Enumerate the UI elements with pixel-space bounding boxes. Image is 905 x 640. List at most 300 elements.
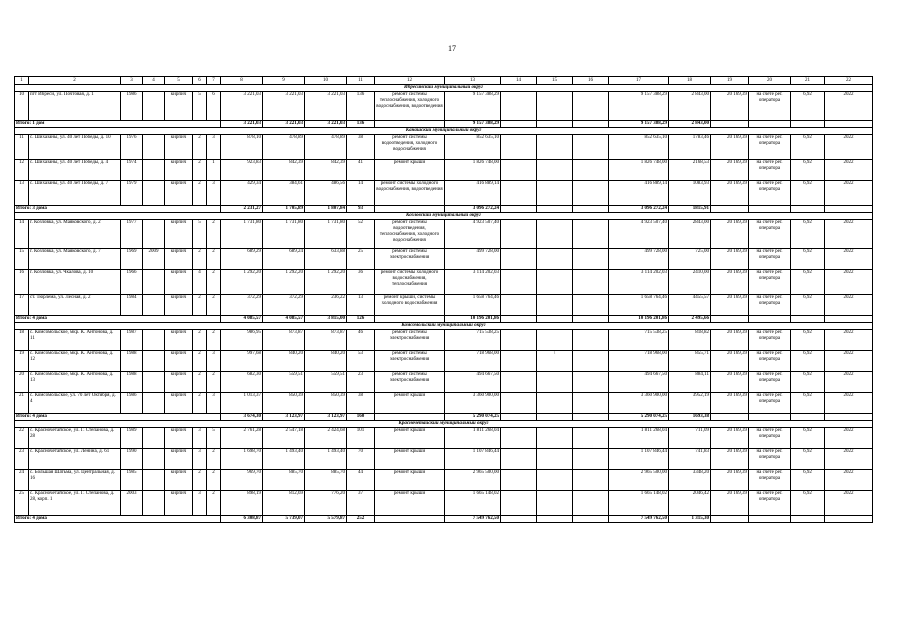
cell-s16 <box>573 92 609 121</box>
cell-fl: 2 <box>193 135 207 160</box>
cell-s17: 499 728,00 <box>609 249 669 270</box>
section-header-row <box>15 323 873 330</box>
cell-mat: кирпич <box>165 270 193 295</box>
cell-u19: 20 169,39 <box>711 351 749 372</box>
cell-r21: 6,92 <box>791 393 825 414</box>
cell-n: 25 <box>15 491 29 516</box>
total-empty-cell <box>791 121 825 128</box>
cell-y1: 1969 <box>121 249 143 270</box>
total-empty-cell <box>711 516 749 523</box>
cell-m20: на счете рег. оператора <box>749 92 791 121</box>
cell-s16 <box>573 181 609 206</box>
cell-u18: 1083,93 <box>669 181 711 206</box>
column-number-header: 11 <box>347 77 375 85</box>
total-label: Итого: 4 дома <box>15 516 221 523</box>
total-a10: 3 815,00 <box>305 316 347 323</box>
cell-u18: 818,82 <box>669 330 711 351</box>
total-empty-cell <box>711 206 749 213</box>
cell-mat: кирпич <box>165 330 193 351</box>
cell-u19: 20 169,39 <box>711 295 749 316</box>
cell-m20: на счете рег. оператора <box>749 449 791 470</box>
cell-y1: 1966 <box>121 270 143 295</box>
cell-mat: кирпич <box>165 470 193 491</box>
section-title: Красночетайский муниципальный округ <box>15 421 873 428</box>
cell-y2 <box>143 393 165 414</box>
cell-u18: 2410,00 <box>669 270 711 295</box>
cell-u18: 884,11 <box>669 372 711 393</box>
cell-p11: 136 <box>347 92 375 121</box>
cell-a9: 850,39 <box>263 393 305 414</box>
cell-n: 21 <box>15 393 29 414</box>
total-empty-cell <box>825 206 873 213</box>
cell-a9: 1 292,20 <box>263 270 305 295</box>
cell-mat: кирпич <box>165 92 193 121</box>
cell-s16 <box>573 470 609 491</box>
cell-addr: с. Шихазаны, ул. 40 лет Победы, д. 7 <box>29 181 121 206</box>
total-s13: 9 157 388,29 <box>445 121 501 128</box>
cell-u19: 20 169,39 <box>711 491 749 516</box>
cell-p11: 101 <box>347 428 375 449</box>
cell-s15: \ <box>537 351 573 372</box>
cell-y1: 1988 <box>121 351 143 372</box>
cell-works: ремонт системы электроснабжения <box>375 372 445 393</box>
column-number-header: 9 <box>263 77 305 85</box>
column-number-header: 21 <box>791 77 825 85</box>
cell-a10: 478,89 <box>305 135 347 160</box>
total-row <box>15 414 873 421</box>
cell-s14 <box>501 181 537 206</box>
total-empty-cell <box>501 414 537 421</box>
cell-s13: 715 538,25 <box>445 330 501 351</box>
cell-fl: 2 <box>193 181 207 206</box>
column-number-header: 13 <box>445 77 501 85</box>
cell-addr: с. Шихазаны, ул. 40 лет Победы, д. 4 <box>29 160 121 181</box>
cell-yr22: 2022 <box>825 372 873 393</box>
total-a10: 1 807,84 <box>305 206 347 213</box>
cell-a9: 372,29 <box>263 295 305 316</box>
cell-n: 12 <box>15 160 29 181</box>
cell-r21: 6,92 <box>791 330 825 351</box>
cell-u18: 2843,00 <box>669 220 711 249</box>
column-number-header: 18 <box>669 77 711 85</box>
cell-u19: 20 169,39 <box>711 470 749 491</box>
cell-s14 <box>501 220 537 249</box>
cell-n: 22 <box>15 428 29 449</box>
cell-s17: 715 538,25 <box>609 330 669 351</box>
cell-a9: 812,69 <box>263 491 305 516</box>
column-number-header: 7 <box>207 77 221 85</box>
cell-u19: 20 169,39 <box>711 449 749 470</box>
cell-addr: пгт Ибреси, ул. Почтовая, д. 1 <box>29 92 121 121</box>
cell-s13: 494 667,50 <box>445 372 501 393</box>
cell-u18: 725,00 <box>669 249 711 270</box>
cell-mat: кирпич <box>165 428 193 449</box>
total-a9: 3 221,03 <box>263 121 305 128</box>
cell-u19: 20 169,39 <box>711 181 749 206</box>
cell-s17: 1 811 268,04 <box>609 428 669 449</box>
cell-yr22: 2022 <box>825 393 873 414</box>
cell-a9: 1 731,80 <box>263 220 305 249</box>
cell-s17: 3 114 202,03 <box>609 270 669 295</box>
cell-s15 <box>537 270 573 295</box>
cell-m20: на счете рег. оператора <box>749 351 791 372</box>
total-empty-cell <box>537 316 573 323</box>
section-header-row <box>15 128 873 135</box>
cell-r21: 6,92 <box>791 470 825 491</box>
cell-m20: на счете рег. оператора <box>749 135 791 160</box>
cell-u19: 20 169,39 <box>711 270 749 295</box>
column-number-header: 4 <box>143 77 165 85</box>
cell-yr22: 2022 <box>825 428 873 449</box>
total-a10: 3 221,03 <box>305 121 347 128</box>
cell-en: 2 <box>207 270 221 295</box>
table-row <box>15 393 873 414</box>
cell-s15 <box>537 220 573 249</box>
cell-addr: г. Козловка, ул. Маяковского, д. 7 <box>29 249 121 270</box>
total-empty-cell <box>573 206 609 213</box>
cell-y2 <box>143 135 165 160</box>
cell-fl: 2 <box>193 393 207 414</box>
cell-u19: 20 169,39 <box>711 135 749 160</box>
cell-yr22: 2022 <box>825 92 873 121</box>
cell-s15 <box>537 295 573 316</box>
cell-s16 <box>573 330 609 351</box>
cell-y1: 1990 <box>121 449 143 470</box>
cell-r21: 6,92 <box>791 135 825 160</box>
cell-yr22: 2022 <box>825 351 873 372</box>
total-a9: 1 705,89 <box>263 206 305 213</box>
cell-a8: 986,95 <box>221 330 263 351</box>
cell-s15 <box>537 330 573 351</box>
cell-s13: 1 826 748,00 <box>445 160 501 181</box>
cell-m20: на счете рег. оператора <box>749 470 791 491</box>
cell-s15 <box>537 372 573 393</box>
total-a10: 5 579,87 <box>305 516 347 523</box>
cell-yr22: 2022 <box>825 470 873 491</box>
cell-p11: 44 <box>347 470 375 491</box>
cell-u19: 20 169,39 <box>711 372 749 393</box>
cell-r21: 6,92 <box>791 270 825 295</box>
cell-a10: 776,20 <box>305 491 347 516</box>
column-number-row <box>15 77 873 85</box>
cell-a8: 3 221,03 <box>221 92 263 121</box>
cell-r21: 6,92 <box>791 295 825 316</box>
cell-fl: 2 <box>193 295 207 316</box>
total-a8: 3 221,03 <box>221 121 263 128</box>
total-empty-cell <box>537 414 573 421</box>
cell-n: 10 <box>15 92 29 121</box>
total-empty-cell <box>749 121 791 128</box>
total-row <box>15 516 873 523</box>
cell-works: ремонт крыши, системы холодного водоснабжения <box>375 295 445 316</box>
total-a8: 3 674,30 <box>221 414 263 421</box>
total-s17: 10 196 201,86 <box>609 316 669 323</box>
cell-a9: 885,70 <box>263 470 305 491</box>
cell-a9: 559,51 <box>263 372 305 393</box>
total-label: Итого: 4 дома <box>15 414 221 421</box>
total-empty-cell <box>375 121 445 128</box>
total-empty-cell <box>791 206 825 213</box>
total-empty-cell <box>573 414 609 421</box>
cell-s16 <box>573 351 609 372</box>
cell-y1: 1986 <box>121 92 143 121</box>
cell-a8: 1 731,80 <box>221 220 263 249</box>
column-number-header: 16 <box>573 77 609 85</box>
cell-p11: 36 <box>347 270 375 295</box>
cell-n: 13 <box>15 181 29 206</box>
column-number-header: 1 <box>15 77 29 85</box>
cell-y1: 1974 <box>121 160 143 181</box>
cell-y1: 1989 <box>121 428 143 449</box>
total-empty-cell <box>375 516 445 523</box>
total-row <box>15 121 873 128</box>
cell-y2 <box>143 181 165 206</box>
cell-m20: на счете рег. оператора <box>749 270 791 295</box>
column-number-header: 12 <box>375 77 445 85</box>
cell-s17: 852 635,10 <box>609 135 669 160</box>
cell-y2 <box>143 428 165 449</box>
table-row <box>15 181 873 206</box>
cell-s15 <box>537 249 573 270</box>
cell-u18: 855,71 <box>669 351 711 372</box>
cell-fl: 3 <box>193 428 207 449</box>
cell-s13: 3 114 202,03 <box>445 270 501 295</box>
cell-a10: 842,39 <box>305 160 347 181</box>
cell-s13: 1 658 764,46 <box>445 295 501 316</box>
cell-n: 18 <box>15 330 29 351</box>
section-header-row <box>15 85 873 92</box>
section-title: Комсомольский муниципальный округ <box>15 323 873 330</box>
cell-yr22: 2022 <box>825 160 873 181</box>
cell-mat: кирпич <box>165 181 193 206</box>
column-number-header: 15 <box>537 77 573 85</box>
cell-u19: 20 169,39 <box>711 393 749 414</box>
table-row <box>15 160 873 181</box>
cell-mat: кирпич <box>165 449 193 470</box>
cell-en: 2 <box>207 470 221 491</box>
cell-r21: 6,92 <box>791 181 825 206</box>
total-empty-cell <box>791 414 825 421</box>
total-empty-cell <box>573 516 609 523</box>
cell-s13: 4 923 507,40 <box>445 220 501 249</box>
cell-u18: 1783,46 <box>669 135 711 160</box>
total-s13: 7 549 762,50 <box>445 516 501 523</box>
cell-s16 <box>573 372 609 393</box>
cell-y2 <box>143 470 165 491</box>
total-empty-cell <box>573 316 609 323</box>
cell-s14 <box>501 160 537 181</box>
cell-a10: 2 424,68 <box>305 428 347 449</box>
cell-u19: 20 169,39 <box>711 160 749 181</box>
cell-works: ремонт крыши <box>375 449 445 470</box>
cell-works: ремонт крыши <box>375 160 445 181</box>
total-empty-cell <box>375 316 445 323</box>
cell-fl: 2 <box>193 330 207 351</box>
cell-s17: 1 665 148,02 <box>609 491 669 516</box>
cell-a10: 850,39 <box>305 393 347 414</box>
cell-a10: 1 731,80 <box>305 220 347 249</box>
cell-addr: с. Комсомольское, мкр. К. Антонова, д. 11 <box>29 330 121 351</box>
cell-s14 <box>501 372 537 393</box>
cell-u18: 2046,42 <box>669 491 711 516</box>
total-row <box>15 206 873 213</box>
cell-en: 2 <box>207 249 221 270</box>
total-empty-cell <box>749 414 791 421</box>
cell-fl: 2 <box>193 351 207 372</box>
cell-n: 11 <box>15 135 29 160</box>
cell-r21: 6,92 <box>791 220 825 249</box>
table-row <box>15 330 873 351</box>
cell-mat: кирпич <box>165 491 193 516</box>
total-u18: 1815,91 <box>669 206 711 213</box>
cell-en: 2 <box>207 295 221 316</box>
cell-s17: 9 157 388,29 <box>609 92 669 121</box>
cell-s14 <box>501 135 537 160</box>
cell-fl: 4 <box>193 270 207 295</box>
cell-s14 <box>501 92 537 121</box>
cell-u18: 4455,57 <box>669 295 711 316</box>
table-row <box>15 92 873 121</box>
total-label: Итого: 3 дома <box>15 206 221 213</box>
cell-s15 <box>537 449 573 470</box>
total-empty-cell <box>791 316 825 323</box>
cell-en: 6 <box>207 92 221 121</box>
cell-u18: 2168,53 <box>669 160 711 181</box>
cell-a10: 633,88 <box>305 249 347 270</box>
cell-a9: 3 221,03 <box>263 92 305 121</box>
cell-en: 3 <box>207 181 221 206</box>
cell-addr: с. Большая Шатьма, ул. Центральная, д. 16 <box>29 470 121 491</box>
cell-s13: 1 107 846,44 <box>445 449 501 470</box>
table-row <box>15 470 873 491</box>
cell-a8: 682,30 <box>221 372 263 393</box>
cell-works: ремонт системы теплоснабжения, холодного водоснабжения, водоотведения <box>375 92 445 121</box>
cell-s13: 1 665 148,02 <box>445 491 501 516</box>
cell-r21: 6,92 <box>791 160 825 181</box>
cell-fl: 5 <box>193 92 207 121</box>
cell-y2 <box>143 372 165 393</box>
cell-mat: кирпич <box>165 160 193 181</box>
cell-u18: 2 843,00 <box>669 92 711 121</box>
total-label: Итого: 1 дом <box>15 121 221 128</box>
cell-a8: 1 013,37 <box>221 393 263 414</box>
cell-y1: 1986 <box>121 393 143 414</box>
cell-s14 <box>501 295 537 316</box>
cell-a8: 2 761,28 <box>221 428 263 449</box>
cell-addr: г. Козловка, ул. Чкалова, д. 10 <box>29 270 121 295</box>
cell-y1: 1988 <box>121 372 143 393</box>
section-title: Козловский муниципальный округ <box>15 213 873 220</box>
cell-m20: на счете рег. оператора <box>749 295 791 316</box>
cell-m20: на счете рег. оператора <box>749 160 791 181</box>
cell-s14 <box>501 270 537 295</box>
total-a8: 6 308,87 <box>221 516 263 523</box>
cell-a9: 689,24 <box>263 249 305 270</box>
table-row <box>15 270 873 295</box>
cell-r21: 6,92 <box>791 491 825 516</box>
total-empty-cell <box>537 121 573 128</box>
column-number-header: 2 <box>29 77 121 85</box>
cell-s16 <box>573 393 609 414</box>
cell-s13: 852 635,10 <box>445 135 501 160</box>
cell-s17: 1 107 846,44 <box>609 449 669 470</box>
cell-s17: 3 360 900,00 <box>609 393 669 414</box>
cell-m20: на счете рег. оператора <box>749 249 791 270</box>
section-title: Канашский муниципальный округ <box>15 128 873 135</box>
total-s17: 9 157 388,29 <box>609 121 669 128</box>
cell-p11: 38 <box>347 393 375 414</box>
cell-en: 1 <box>207 160 221 181</box>
cell-addr: с. Красночетайское, ул. Г. Степанова, д. 28 <box>29 428 121 449</box>
total-empty-cell <box>537 516 573 523</box>
column-number-header: 3 <box>121 77 143 85</box>
cell-mat: кирпич <box>165 295 193 316</box>
cell-a8: 372,29 <box>221 295 263 316</box>
cell-y2 <box>143 160 165 181</box>
total-empty-cell <box>749 516 791 523</box>
cell-s17: 4 923 507,40 <box>609 220 669 249</box>
cell-s14 <box>501 351 537 372</box>
cell-r21: 6,92 <box>791 449 825 470</box>
section-header-row <box>15 213 873 220</box>
cell-s13: 499 728,00 <box>445 249 501 270</box>
cell-s15 <box>537 470 573 491</box>
cell-a8: 878,10 <box>221 135 263 160</box>
cell-s13: 718 968,00 <box>445 351 501 372</box>
cell-works: ремонт системы холодного водоснабжения, теплоснабжения <box>375 270 445 295</box>
cell-y2 <box>143 351 165 372</box>
cell-p11: 37 <box>347 491 375 516</box>
cell-addr: ст. Тюрлема, ул. Лесная, д. 2 <box>29 295 121 316</box>
section-header-row <box>15 421 873 428</box>
cell-fl: 3 <box>193 491 207 516</box>
cell-a10: 486,56 <box>305 181 347 206</box>
cell-mat: кирпич <box>165 351 193 372</box>
total-label: Итого: 4 дома <box>15 316 221 323</box>
cell-en: 3 <box>207 135 221 160</box>
total-p11: 93 <box>347 206 375 213</box>
cell-y2 <box>143 270 165 295</box>
cell-y1: 1987 <box>121 330 143 351</box>
cell-s14 <box>501 449 537 470</box>
column-number-header: 14 <box>501 77 537 85</box>
column-number-header: 6 <box>193 77 207 85</box>
cell-s16 <box>573 449 609 470</box>
total-u18: 1 315,30 <box>669 516 711 523</box>
cell-addr: г. Козловка, ул. Маяковского, д. 2 <box>29 220 121 249</box>
cell-a9: 842,39 <box>263 160 305 181</box>
cell-en: 3 <box>207 351 221 372</box>
cell-a8: 997,68 <box>221 351 263 372</box>
cell-m20: на счете рег. оператора <box>749 491 791 516</box>
cell-p11: 14 <box>347 181 375 206</box>
cell-fl: 3 <box>193 449 207 470</box>
cell-s17: 718 968,00 <box>609 351 669 372</box>
column-number-header: 20 <box>749 77 791 85</box>
cell-addr: с. Комсомольское, мкр. К. Антонова, д. 12 <box>29 351 121 372</box>
cell-a10: 1 493,40 <box>305 449 347 470</box>
cell-p11: 70 <box>347 449 375 470</box>
cell-a10: 236,22 <box>305 295 347 316</box>
cell-p11: 25 <box>347 249 375 270</box>
total-empty-cell <box>711 414 749 421</box>
cell-n: 14 <box>15 220 29 249</box>
cell-a8: 1 698,70 <box>221 449 263 470</box>
total-empty-cell <box>825 414 873 421</box>
cell-a9: 1 493,40 <box>263 449 305 470</box>
total-a10: 3 123,97 <box>305 414 347 421</box>
total-empty-cell <box>749 206 791 213</box>
